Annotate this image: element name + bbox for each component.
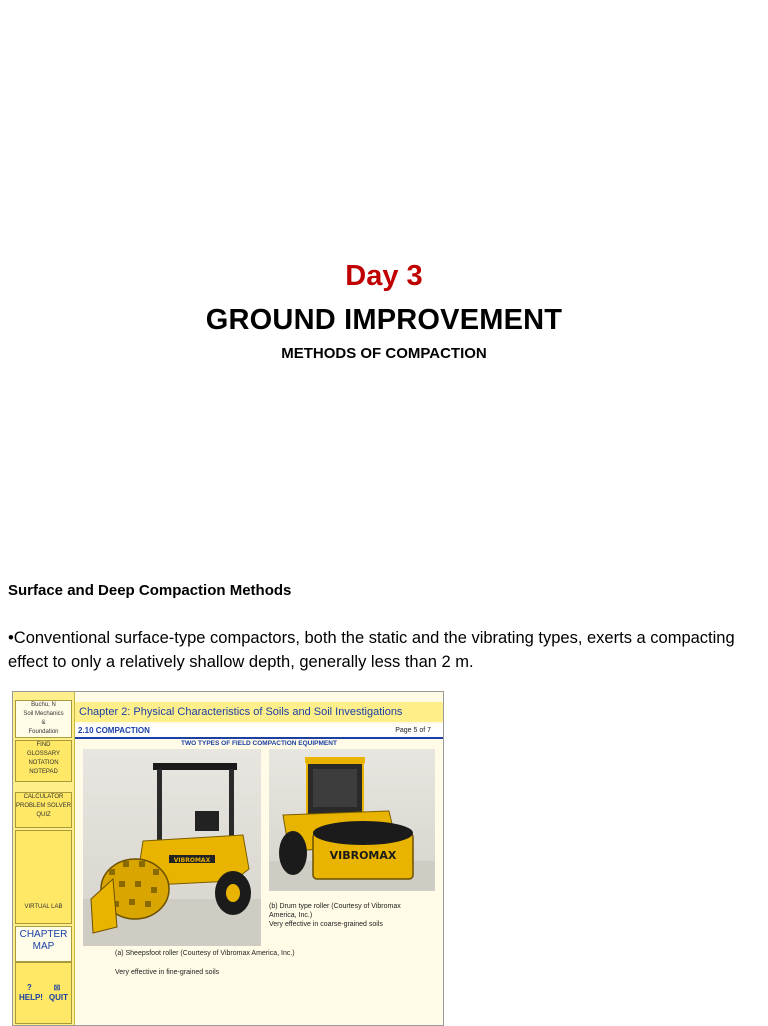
quit-icon: ⊠ [53,983,61,992]
help-label: HELP! [18,993,43,1002]
help-icon: ? [26,983,32,992]
sheepsfoot-caption: (a) Sheepsfoot roller (Courtesy of Vibromax America, Inc.) [115,950,295,957]
equipment-title: TWO TYPES OF FIELD COMPACTION EQUIPMENT [181,740,337,747]
day-label: Day 3 [345,260,423,292]
sheepsfoot-roller-photo [83,749,261,946]
embedded-screenshot [12,691,444,1026]
drum-caption-line3: Very effective in coarse-grained soils [269,921,383,928]
virtual-lab-box [15,830,72,924]
page-label: Page 5 of 7 [395,727,431,734]
tools-box-1 [15,740,72,782]
drum-caption-line1: (b) Drum type roller (Courtesy of Vibromax [269,903,401,910]
quiz-link: QUIZ [36,812,51,818]
bullet-text: •Conventional surface-type compactors, both the static and the vibrating types, exerts a compacting effect to only a relatively shallow depth, generally less than 2 m. [8,629,735,671]
problem-solver-link: PROBLEM SOLVER [16,803,71,809]
sheepsfoot-brand: VIBROMAX [173,857,211,864]
book-title-line3: Foundation [28,729,59,735]
subtitle: METHODS OF COMPACTION [281,345,487,362]
book-title-line1: Soil Mechanics [23,711,64,717]
notation-link: NOTATION [28,760,59,766]
drum-roller-photo [269,749,435,891]
book-author: Buchu, N [31,702,56,708]
drum-brand: VIBROMAX [329,849,397,862]
book-title-line2: & [41,720,46,726]
glossary-link: GLOSSARY [27,751,60,757]
title-block [0,258,768,364]
notepad-link: NOTEPAD [29,769,58,775]
drum-caption [269,902,441,929]
section-heading: Surface and Deep Compaction Methods [8,582,292,599]
software-content [75,692,443,1025]
calculator-link: CALCULATOR [23,794,64,800]
drum-caption-line2: America, Inc.) [269,912,313,919]
book-info-box [15,700,72,738]
find-link: FIND [36,742,51,748]
help-quit-symbols [16,983,71,993]
chapter-map-box [15,926,72,962]
main-title: GROUND IMPROVEMENT [205,304,563,336]
chapter-map-line2: MAP [32,941,55,952]
software-sidebar [13,692,75,1025]
tools-box-2 [15,792,72,828]
help-quit-box [15,962,72,1024]
section-row [75,724,443,737]
chapter-map-line1: CHAPTER [19,929,68,940]
chapter-title: Chapter 2: Physical Characteristics of Soils and Soil Investigations [75,702,443,722]
help-quit-labels [16,993,71,1003]
drum-roller-image [269,749,435,891]
quit-label: QUIT [48,993,69,1002]
virtual-lab-link: VIRTUAL LAB [24,904,63,910]
sheepsfoot-roller-image [83,749,261,946]
section-label: 2.10 COMPACTION [78,726,150,735]
sheepsfoot-note: Very effective in fine-grained soils [115,969,220,976]
